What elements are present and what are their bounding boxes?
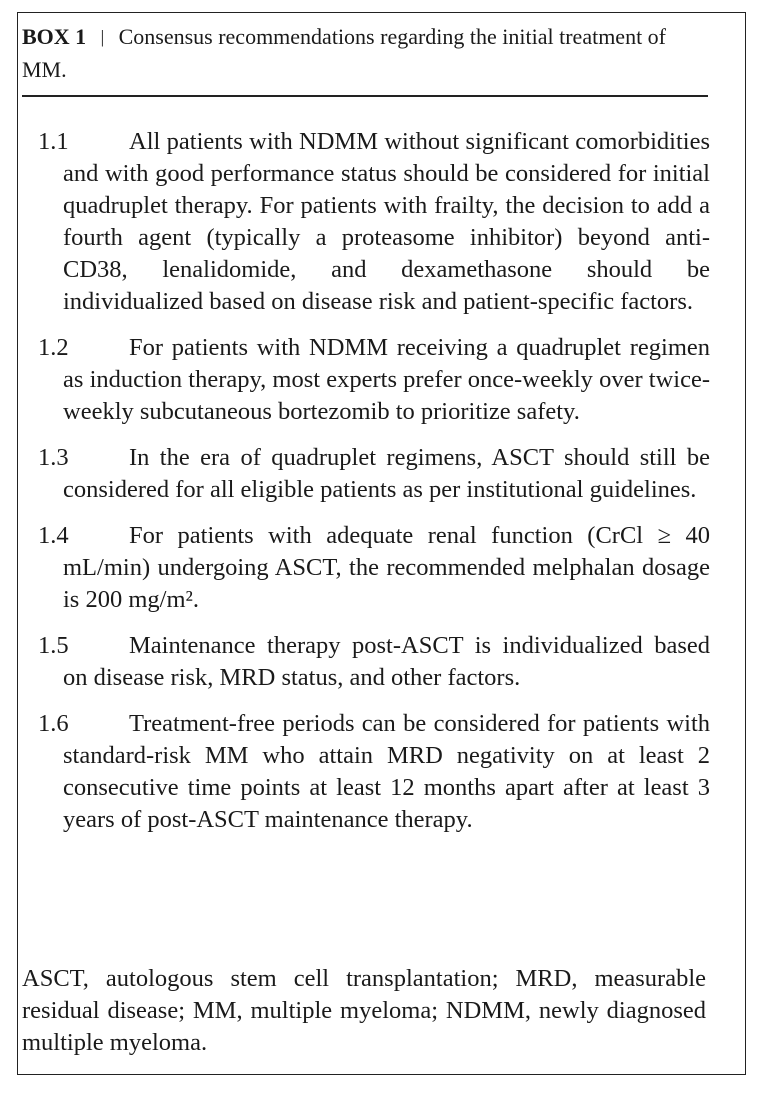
recommendation-number: 1.2 xyxy=(38,334,69,361)
recommendation-text: For patients with NDMM receiving a quadruplet regimen as induction therapy, most experts prefer once-weekly over twice-weekly subcutaneous bortezomib to prioritize safety. xyxy=(63,334,710,425)
recommendation-number: 1.1 xyxy=(38,128,69,155)
recommendation-list xyxy=(38,126,710,850)
recommendation-item xyxy=(38,708,710,836)
recommendation-item xyxy=(38,126,710,318)
abbreviations-footnote: ASCT, autologous stem cell transplantation; MRD, measurable residual disease; MM, multiple myeloma; NDMM, newly diagnosed multiple myeloma. xyxy=(22,965,706,1056)
recommendation-number: 1.3 xyxy=(38,444,69,471)
recommendation-item xyxy=(38,630,710,694)
recommendation-item xyxy=(38,332,710,428)
recommendation-text: Maintenance therapy post-ASCT is individualized based on disease risk, MRD status, and other factors. xyxy=(63,632,710,691)
recommendation-item xyxy=(38,520,710,616)
box-title: Consensus recommendations regarding the initial treatment of MM. xyxy=(22,24,667,82)
recommendation-text: Treatment-free periods can be considered for patients with standard-risk MM who attain MRD negativity on at least 2 consecutive time points at least 12 months apart after at least 3 years of post-ASCT maintenance therapy. xyxy=(63,710,710,833)
recommendation-text: For patients with adequate renal function (CrCl ≥ 40 mL/min) undergoing ASCT, the recommended melphalan dosage is 200 mg/m². xyxy=(63,522,710,613)
recommendation-text: All patients with NDMM without significant comorbidities and with good performance status should be considered for initial quadruplet therapy. For patients with frailty, the decision to add a fourth agent (typically a proteasome inhibitor) beyond anti-CD38, lenalidomide, and dexamethasone should be individualized based on disease risk and patient-specific factors. xyxy=(63,128,710,315)
recommendation-number: 1.4 xyxy=(38,522,69,549)
box-label: BOX 1 xyxy=(22,24,87,49)
recommendation-number: 1.6 xyxy=(38,710,69,737)
header-rule xyxy=(22,95,708,97)
recommendation-item xyxy=(38,442,710,506)
recommendation-text: In the era of quadruplet regimens, ASCT should still be considered for all eligible patients as per institutional guidelines. xyxy=(63,444,710,503)
recommendation-number: 1.5 xyxy=(38,632,69,659)
header-separator: | xyxy=(100,26,105,47)
box-header xyxy=(22,20,702,86)
